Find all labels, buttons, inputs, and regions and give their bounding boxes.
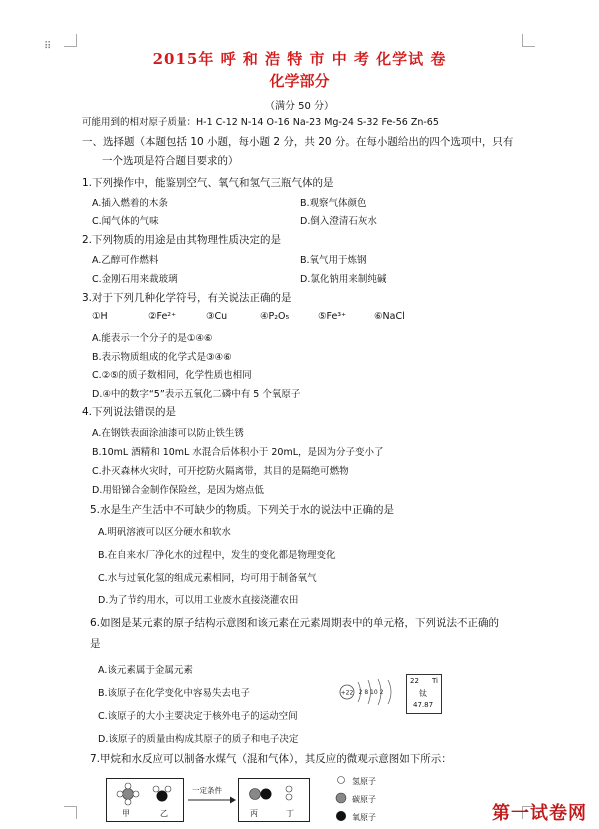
reaction-condition: 一定条件 bbox=[192, 786, 222, 795]
option: A.插入燃着的木条 bbox=[92, 198, 168, 209]
element-symbol: Ti bbox=[431, 677, 438, 685]
option: A.乙醇可作燃料 bbox=[92, 255, 159, 266]
hydrogen-atom bbox=[165, 786, 171, 792]
option: C.扑灭森林火灾时，可开挖防火隔离带，其目的是隔绝可燃物 bbox=[92, 466, 349, 477]
chem-symbol: ②Fe²⁺ bbox=[148, 311, 177, 322]
arrow-head bbox=[230, 797, 236, 804]
reactant-molecules bbox=[106, 778, 182, 812]
legend-icons bbox=[334, 773, 348, 825]
option: C.水与过氧化氢的组成元素相同，均可用于制备氧气 bbox=[98, 573, 317, 584]
chem-symbol: ①H bbox=[92, 311, 108, 322]
carbon-atom bbox=[250, 789, 261, 800]
margin-corner-mark bbox=[64, 806, 77, 819]
hydrogen-atom-icon bbox=[338, 777, 345, 784]
hydrogen-atom bbox=[125, 799, 131, 805]
hydrogen-atom bbox=[286, 786, 292, 792]
reaction-arrow-icon bbox=[188, 796, 236, 804]
question-stem: 2.下列物质的用途是由其物理性质决定的是 bbox=[82, 234, 282, 246]
option: D.氯化钠用来制纯碱 bbox=[300, 274, 387, 285]
page-subtitle: 化学部分 bbox=[269, 72, 330, 90]
legend-label: 氢原子 bbox=[352, 777, 376, 786]
question-stem: 5.水是生产生活中不可缺少的物质。下列关于水的说法中正确的是 bbox=[90, 504, 395, 516]
oxygen-atom bbox=[157, 791, 168, 802]
hydrogen-atom bbox=[125, 783, 131, 789]
molecule-label: 乙 bbox=[160, 809, 168, 818]
option: C.该原子的大小主要决定于核外电子的运动空间 bbox=[98, 711, 298, 722]
legend-label: 氧原子 bbox=[352, 813, 376, 822]
option: A.该元素属于金属元素 bbox=[98, 665, 193, 676]
molecule-label: 甲 bbox=[122, 809, 130, 818]
electron-shell bbox=[388, 680, 391, 704]
electron-counts: 2 8 10 2 bbox=[358, 689, 384, 696]
question-stem: 4.下列说法错误的是 bbox=[82, 406, 177, 418]
product-molecules bbox=[238, 778, 308, 812]
hydrogen-atom bbox=[117, 791, 123, 797]
option: C.②⑤的质子数相同，化学性质也相同 bbox=[92, 370, 252, 381]
atomic-mass: 47.87 bbox=[413, 701, 434, 709]
chem-symbol: ④P₂O₅ bbox=[260, 311, 290, 322]
option: A.明矾溶液可以区分硬水和软水 bbox=[98, 527, 231, 538]
molecule-label: 丙 bbox=[250, 809, 258, 818]
section-heading-cont: 一个选项是符合题目要求的） bbox=[102, 155, 239, 167]
option: A.在钢铁表面涂油漆可以防止铁生锈 bbox=[92, 428, 244, 439]
carbon-atom bbox=[123, 789, 134, 800]
option: A.能表示一个分子的是①④⑥ bbox=[92, 333, 213, 344]
margin-corner-mark bbox=[522, 34, 535, 47]
question-stem: 3.对于下列几种化学符号，有关说法正确的是 bbox=[82, 292, 292, 304]
element-name: 钛 bbox=[419, 689, 427, 698]
chem-symbol: ③Cu bbox=[206, 311, 228, 322]
option: B.氧气用于炼钢 bbox=[300, 255, 367, 266]
hydrogen-atom bbox=[133, 791, 139, 797]
watermark-logo: 第一试卷网 bbox=[492, 803, 587, 824]
question-stem: 7.甲烷和水反应可以制备水煤气（混和气体），其反应的微观示意图如下所示： bbox=[90, 753, 452, 765]
hydrogen-atom bbox=[153, 786, 159, 792]
score-note: （满分 50 分） bbox=[264, 101, 335, 112]
oxygen-atom bbox=[261, 789, 272, 800]
hydrogen-atom bbox=[286, 794, 292, 800]
chem-symbol: ⑥NaCl bbox=[374, 311, 405, 322]
molecule-label: 丁 bbox=[286, 809, 294, 818]
option: C.金刚石用来裁玻璃 bbox=[92, 274, 178, 285]
option: C.闻气体的气味 bbox=[92, 216, 159, 227]
option: D.用铅锑合金制作保险丝，是因为熔点低 bbox=[92, 485, 264, 496]
question-stem: 6.如图是某元素的原子结构示意图和该元素在元素周期表中的单元格，下列说法不正确的 bbox=[90, 617, 500, 629]
nucleus-charge: +22 bbox=[340, 689, 354, 697]
option: B.表示物质组成的化学式是③④⑥ bbox=[92, 352, 232, 363]
option: B.在自来水厂净化水的过程中，发生的变化都是物理变化 bbox=[98, 550, 336, 561]
question-stem: 1.下列操作中，能鉴别空气、氧气和氢气三瓶气体的是 bbox=[82, 177, 334, 189]
atomic-structure-diagram bbox=[338, 676, 402, 706]
section-heading: 一、选择题（本题包括 10 小题，每小题 2 分，共 20 分。在每小题给出的四个选项中，只有 bbox=[82, 136, 514, 148]
carbon-atom-icon bbox=[336, 793, 346, 803]
oxygen-atom-icon bbox=[336, 811, 346, 821]
atomic-masses: 可能用到的相对原子质量：H-1 C-12 N-14 O-16 Na-23 Mg-24 S-32 Fe-56 Zn-65 bbox=[82, 117, 439, 128]
option: D.倒入澄清石灰水 bbox=[300, 216, 377, 227]
legend-label: 碳原子 bbox=[352, 795, 376, 804]
move-handle-icon[interactable]: ⠿ bbox=[44, 41, 53, 52]
page-title: 2015年 呼 和 浩 特 市 中 考 化学试 卷 bbox=[152, 50, 447, 68]
question-stem-cont: 是 bbox=[90, 638, 101, 650]
option: D.为了节约用水，可以用工业废水直接浇灌农田 bbox=[98, 595, 299, 606]
atomic-number: 22 bbox=[410, 677, 419, 685]
option: D.该原子的质量由构成其原子的质子和电子决定 bbox=[98, 734, 299, 745]
margin-corner-mark bbox=[64, 34, 77, 47]
option: B.该原子在化学变化中容易失去电子 bbox=[98, 688, 251, 699]
option: D.④中的数字“5”表示五氧化二磷中有 5 个氧原子 bbox=[92, 389, 301, 400]
option: B.10mL 酒精和 10mL 水混合后体积小于 20mL，是因为分子变小了 bbox=[92, 447, 384, 458]
periodic-table-cell bbox=[406, 674, 442, 714]
option: B.观察气体颜色 bbox=[300, 198, 367, 209]
chem-symbol: ⑤Fe³⁺ bbox=[318, 311, 347, 322]
